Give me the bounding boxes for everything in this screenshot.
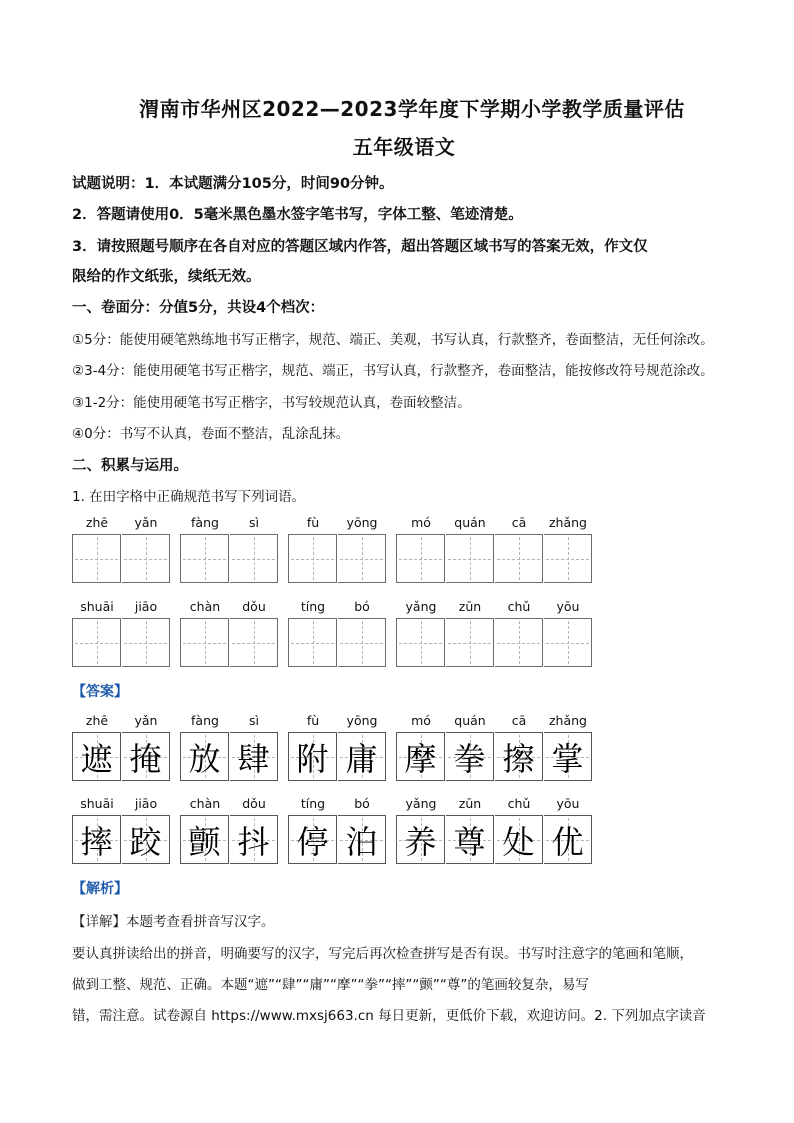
tianzige-cell[interactable]: [396, 618, 445, 667]
pinyin-label: chǔ: [507, 796, 531, 811]
tianzige-cell: [180, 815, 229, 864]
pinyin-label: shuāi: [80, 796, 114, 811]
question-1-prompt: 1. 在田字格中正确规范书写下列词语。: [72, 489, 306, 505]
pinyin-label: dǒu: [242, 599, 266, 614]
tianzige-cell: [338, 815, 386, 864]
hanzi-answer: 庸: [345, 739, 378, 778]
tianzige-cell[interactable]: [396, 534, 445, 583]
pinyin-label: yǎng: [405, 599, 437, 614]
instruction-line-1: 试题说明：1．本试题满分105分，时间90分钟。: [72, 176, 394, 192]
tianzige-cell[interactable]: [72, 534, 121, 583]
pinyin-label: cā: [511, 713, 527, 728]
hanzi-answer: 处: [502, 822, 535, 861]
tianzige-cell[interactable]: [446, 618, 494, 667]
tianzige-cell: [230, 732, 278, 781]
hanzi-answer: 颤: [188, 822, 221, 861]
pinyin-label: zhǎng: [548, 515, 587, 530]
tianzige-cell: [122, 732, 170, 781]
hanzi-answer: 跤: [129, 822, 162, 861]
pinyin-label: fù: [306, 713, 320, 728]
tianzige-cell: [495, 815, 543, 864]
tianzige-cell: [396, 815, 445, 864]
hanzi-answer: 掌: [551, 739, 584, 778]
pinyin-label: yǎng: [405, 796, 437, 811]
tianzige-cell: [288, 732, 337, 781]
tianzige-cell: [446, 732, 494, 781]
detail-line: 【详解】本题考查看拼音写汉字。: [72, 914, 275, 930]
hanzi-answer: 抖: [237, 822, 270, 861]
answer-tag: 【答案】: [72, 684, 128, 700]
hanzi-answer: 停: [296, 822, 329, 861]
hanzi-answer: 拳: [453, 739, 486, 778]
explanation-line-1: 要认真拼读给出的拼音，明确要写的汉字，写完后再次检查拼写是否有误。书写时注意字的笔画和笔顺，: [72, 946, 693, 962]
pinyin-label: zhǎng: [548, 713, 587, 728]
pinyin-label: mó: [411, 515, 431, 530]
hanzi-answer: 泊: [345, 822, 378, 861]
analysis-tag: 【解析】: [72, 881, 128, 897]
tianzige-cell: [288, 815, 337, 864]
exam-subtitle: 五年级语文: [352, 135, 456, 159]
pinyin-label: yōu: [556, 796, 580, 811]
tianzige-cell: [72, 732, 121, 781]
pinyin-label: sì: [249, 515, 259, 530]
hanzi-answer: 尊: [453, 822, 486, 861]
answer-grid-row-2: [72, 796, 602, 876]
section-2-heading: 二、积累与运用。: [72, 458, 188, 474]
pinyin-label: quán: [454, 713, 486, 728]
tianzige-cell[interactable]: [122, 534, 170, 583]
pinyin-label: yōng: [346, 515, 378, 530]
hanzi-answer: 优: [551, 822, 584, 861]
hanzi-answer: 肆: [237, 739, 270, 778]
tianzige-cell: [180, 732, 229, 781]
answer-grid-row-1: [72, 713, 602, 793]
pinyin-label: zūn: [458, 796, 482, 811]
instruction-line-3a: 3．请按照题号顺序在各自对应的答题区域内作答，超出答题区域书写的答案无效，作文仅: [72, 239, 648, 255]
tianzige-cell[interactable]: [288, 534, 337, 583]
tianzige-cell[interactable]: [122, 618, 170, 667]
pinyin-label: shuāi: [80, 599, 114, 614]
pinyin-label: jiāo: [134, 796, 158, 811]
pinyin-label: chǔ: [507, 599, 531, 614]
pinyin-label: tíng: [300, 796, 326, 811]
pinyin-label: mó: [411, 713, 431, 728]
tianzige-cell: [230, 815, 278, 864]
tianzige-cell[interactable]: [544, 534, 592, 583]
score-level-2: ②3-4分：能使用硬笔书写正楷字，规范、端正，书写认真，行款整齐，卷面整洁，能按修改符号规范涂改。: [72, 363, 714, 379]
hanzi-answer: 养: [404, 822, 437, 861]
pinyin-label: zhē: [85, 515, 109, 530]
question-grid-row-2: [72, 599, 602, 679]
hanzi-answer: 附: [296, 739, 329, 778]
pinyin-label: jiāo: [134, 599, 158, 614]
instruction-line-2: 2．答题请使用0．5毫米黑色墨水签字笔书写，字体工整、笔迹清楚。: [72, 207, 523, 223]
tianzige-cell: [338, 732, 386, 781]
pinyin-label: chàn: [189, 599, 221, 614]
pinyin-label: bó: [354, 796, 370, 811]
tianzige-cell: [495, 732, 543, 781]
tianzige-cell[interactable]: [495, 618, 543, 667]
tianzige-cell[interactable]: [72, 618, 121, 667]
tianzige-cell: [396, 732, 445, 781]
tianzige-cell[interactable]: [338, 534, 386, 583]
pinyin-label: fàng: [191, 515, 219, 530]
pinyin-label: cā: [511, 515, 527, 530]
hanzi-answer: 遮: [80, 739, 113, 778]
pinyin-label: dǒu: [242, 796, 266, 811]
tianzige-cell[interactable]: [288, 618, 337, 667]
tianzige-cell[interactable]: [544, 618, 592, 667]
score-level-4: ④0分：书写不认真，卷面不整洁，乱涂乱抹。: [72, 426, 350, 442]
pinyin-label: yōng: [346, 713, 378, 728]
tianzige-cell[interactable]: [180, 618, 229, 667]
tianzige-cell[interactable]: [446, 534, 494, 583]
tianzige-cell[interactable]: [230, 618, 278, 667]
pinyin-label: fù: [306, 515, 320, 530]
tianzige-cell[interactable]: [495, 534, 543, 583]
question-grid-row-1: [72, 515, 602, 595]
pinyin-label: chàn: [189, 796, 221, 811]
hanzi-answer: 放: [188, 739, 221, 778]
pinyin-label: quán: [454, 515, 486, 530]
pinyin-label: tíng: [300, 599, 326, 614]
pinyin-label: fàng: [191, 713, 219, 728]
pinyin-label: yǎn: [134, 713, 158, 728]
pinyin-label: zhē: [85, 713, 109, 728]
explanation-line-2: 做到工整、规范、正确。本题“遮”“肆”“庸”“摩”“拳”“摔”“颤”“尊”的笔画较复杂，易写: [72, 977, 589, 993]
exam-title: 渭南市华州区2022—2023学年度下学期小学教学质量评估: [139, 97, 685, 121]
instruction-line-3b: 限给的作文纸张，续纸无效。: [72, 269, 261, 285]
hanzi-answer: 摔: [80, 822, 113, 861]
tianzige-cell[interactable]: [338, 618, 386, 667]
hanzi-answer: 擦: [502, 739, 535, 778]
tianzige-cell: [72, 815, 121, 864]
tianzige-cell: [122, 815, 170, 864]
hanzi-answer: 掩: [129, 739, 162, 778]
explanation-line-3: 错，需注意。试卷源自 https://www.mxsj663.cn 每日更新，更低价下载，欢迎访问。2. 下列加点字读音: [72, 1008, 706, 1024]
tianzige-cell[interactable]: [230, 534, 278, 583]
score-level-3: ③1-2分：能使用硬笔书写正楷字，书写较规范认真，卷面较整洁。: [72, 395, 471, 411]
tianzige-cell[interactable]: [180, 534, 229, 583]
pinyin-label: yǎn: [134, 515, 158, 530]
hanzi-answer: 摩: [404, 739, 437, 778]
pinyin-label: sì: [249, 713, 259, 728]
tianzige-cell: [544, 732, 592, 781]
pinyin-label: yōu: [556, 599, 580, 614]
score-level-1: ①5分：能使用硬笔熟练地书写正楷字，规范、端正、美观，书写认真，行款整齐，卷面整洁，无任何涂改。: [72, 332, 714, 348]
pinyin-label: bó: [354, 599, 370, 614]
tianzige-cell: [544, 815, 592, 864]
pinyin-label: zūn: [458, 599, 482, 614]
tianzige-cell: [446, 815, 494, 864]
section-1-heading: 一、卷面分：分值5分，共设4个档次：: [72, 300, 325, 316]
